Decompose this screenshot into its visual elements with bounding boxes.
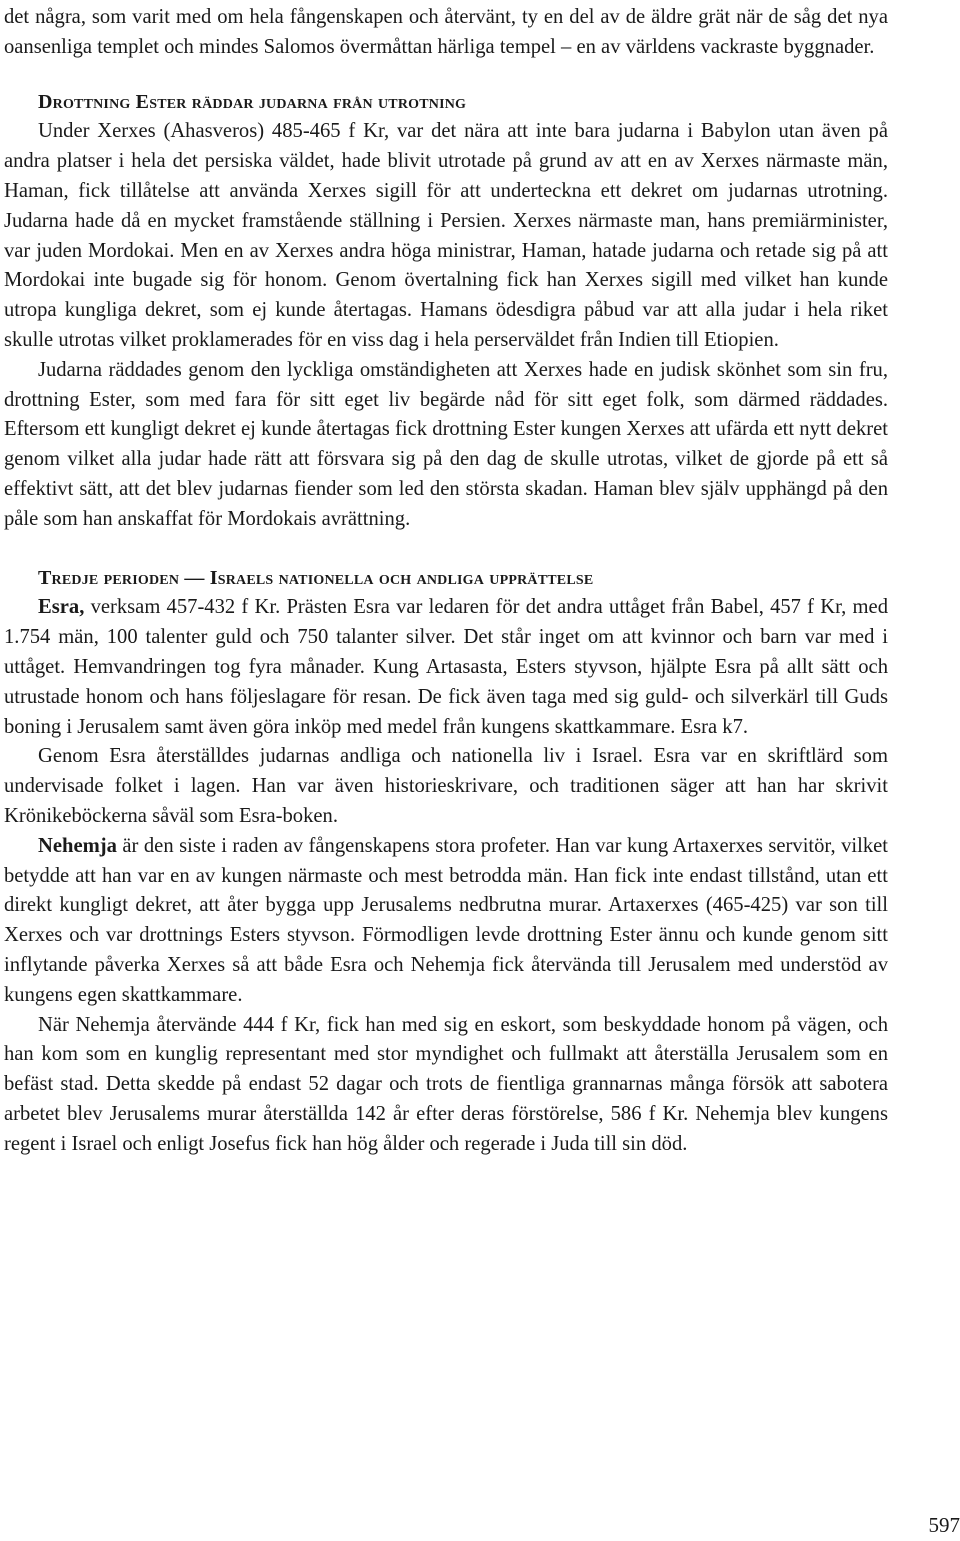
paragraph-esra — [4, 593, 888, 742]
paragraph-rescue: Judarna räddades genom den lyckliga omständigheten att Xerxes hade en judisk skönhet som sin fru, drottning Ester, som med fara för sitt eget liv begärde nåd för sitt eget folk, som därmed räddades. Eftersom ett kungligt dekret ej kunde återtagas fick drottning Ester kungen Xerxes att ufärda ett nytt dekret genom vilket alla judar hade rätt att försvara sig på den dag de skulle utrotas, vilket de gjorde på ett så effektivt sätt, att det blev judarnas fiender som led den största skadan. Haman blev själv upphängd på den påle som han anskaffat för Mordokais avrättning. — [4, 358, 888, 530]
page-number: 597 — [928, 1513, 960, 1537]
paragraph-nehemja-text: är den siste i raden av fångenskapens stora profeter. Han var kung Artaxerxes servitör, vilket betydde att han var en av kungen närmaste och mest betrodda män. Han fick inte endast tillstånd, utan ett direkt kungligt dekret, att åter bygga upp Jerusalems nedbrutna murar. Artaxerxes (465-425) var son till Xerxes och var drottnings Esters styvson. Förmodligen levde drottning Ester ännu och kunde genom sitt inflytande påverka Xerxes så att både Esra och Nehemja fick återvända till Jerusalem med understöd av kungens egen skattkammare. — [4, 834, 888, 1006]
paragraph-nehemja — [4, 832, 888, 1011]
paragraph-continuation: det några, som varit med om hela fångenskapen och återvänt, ty en del av de äldre grät när de såg det nya oansenliga templet och mindes Salomos övermåttan härliga tempel – en av världens vackraste byggnader. — [4, 6, 888, 58]
lead-term-nehemja: Nehemja — [38, 834, 117, 857]
lead-term-esra: Esra, — [38, 596, 85, 619]
section-heading-ester: Drottning Ester räddar judarna från utrotning — [38, 90, 467, 113]
paragraph-esra-text: verksam 457-432 f Kr. Prästen Esra var ledaren för det andra uttåget från Babel, 457 f Kr, med 1.754 män, 100 talenter guld och 750 talanter silver. Det står inget om att kvinnor och barn var med i uttåget. Hemvandringen tog fyra månader. Kung Artasasta, Esters styvson, hjälpte Esra på allt sätt och utrustade honom och hans följeslagare för resan. De fick även taga med sig guld- och silverkärl till Guds boning i Jerusalem samt även göra inköp med medel från kungens skattkammare. Esra k7. — [4, 596, 888, 738]
section-heading-third-period: Tredje perioden — Israels nationella och andliga upprättelse — [38, 566, 594, 589]
paragraph-esra-restoration: Genom Esra återställdes judarnas andliga och nationella liv i Israel. Esra var en skriftlärd som undervisade folket i lagen. Han var även historieskrivare, och traditionen säger att han har skrivit Krönikeböckerna såväl som Esra-boken. — [4, 745, 888, 827]
document-page — [4, 3, 888, 1159]
paragraph-nehemja-return: När Nehemja återvände 444 f Kr, fick han med sig en eskort, som beskyddade honom på vägen, och han kom som en kunglig representant med stor myndighet och fullmakt att återställa Jerusalem som en befäst stad. Detta skedde på endast 52 dagar och trots de fientliga grannarnas många försök att sabotera arbetet blev Jerusalems murar återställda 142 år efter deras förstörelse, 586 f Kr. Nehemja blev kungens regent i Israel och enligt Josefus fick han hög ålder och regerade i Juda till sin död. — [4, 1013, 888, 1155]
paragraph-xerxes: Under Xerxes (Ahasveros) 485-465 f Kr, var det nära att inte bara judarna i Babylon utan även på andra platser i hela det persiska väldet, hade blivit utrotade på grund av att en av Xerxes närmaste män, Haman, fick tillåtelse att använda Xerxes sigill för att underteckna ett dekret om judarnas utrotning. Judarna hade då en mycket framstående ställning i Persien. Xerxes närmaste man, hans premiärminister, var juden Mordokai. Men en av Xerxes andra höga ministrar, Haman, hatade judarna och retade sig på att Mordokai inte bugade sig för honom. Genom övertalning fick han Xerxes sigill med vilket han kunde utropa kungliga dekret, som ej kunde återtagas. Hamans ödesdigra påbud var att alla judar i hela riket skulle utrotas vilket proklamerades för en viss dag i hela perserväldet från Indien till Etiopien. — [4, 120, 888, 351]
